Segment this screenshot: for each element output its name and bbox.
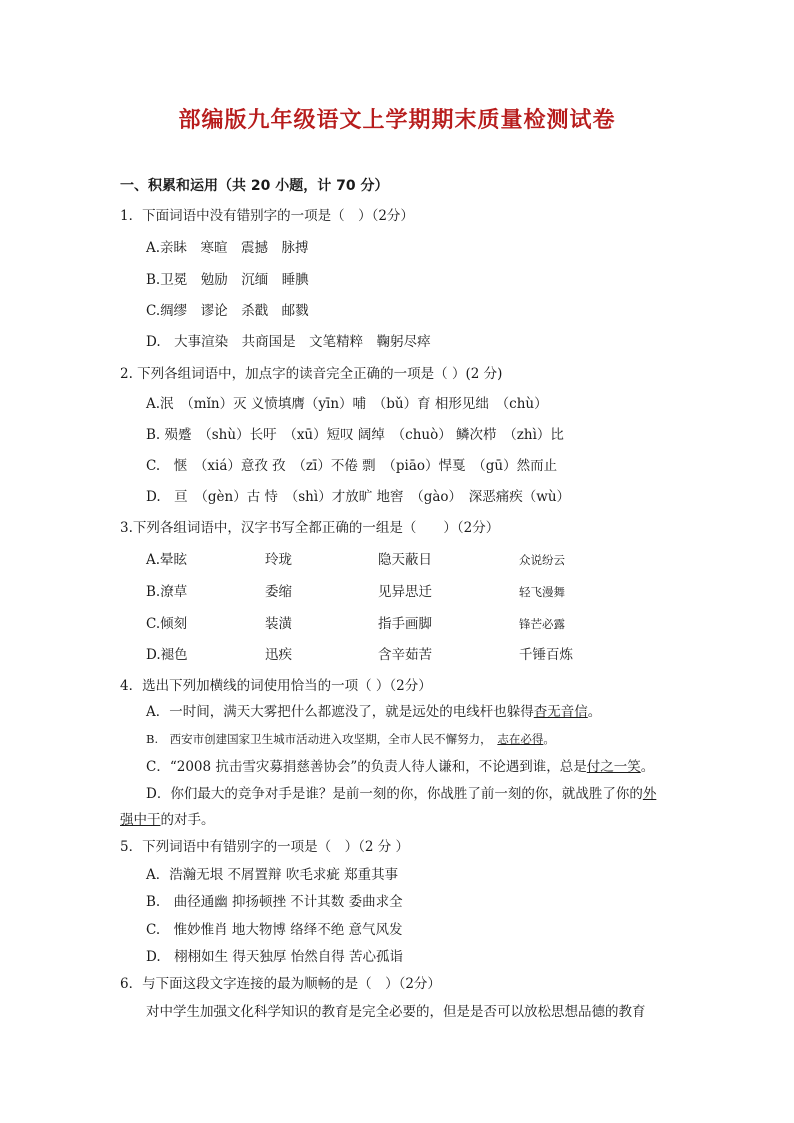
question-3-cell: C.倾刻 xyxy=(146,616,188,632)
question-2-option-c: C. 惬 （xiá）意孜 孜 （zī）不倦 剽 （piāo）悍戛 （gū）然而止 xyxy=(146,458,558,474)
option-text: 。 xyxy=(640,759,655,775)
exam-title: 部编版九年级语文上学期期末质量检测试卷 xyxy=(178,108,616,133)
question-3-cell: 含辛茹苦 xyxy=(378,647,432,663)
section-heading: 一、积累和运用（共 20 小题，计 70 分） xyxy=(120,178,389,194)
question-5-option-d: D. 栩栩如生 得天独厚 怡然自得 苦心孤诣 xyxy=(146,949,404,965)
question-4-option-d-continued xyxy=(120,810,215,830)
underlined-word: 付之一笑 xyxy=(586,759,641,775)
question-3-cell: 玲珑 xyxy=(265,552,292,568)
question-4-option-c xyxy=(146,757,654,777)
question-3-cell: 隐天蔽日 xyxy=(378,552,432,568)
option-text: 。 xyxy=(587,704,602,720)
question-3-cell: 轻飞漫舞 xyxy=(519,585,565,599)
option-text: D．你们最大的竞争对手是谁？是前一刻的你，你战胜了前一刻的你，就战胜了你的 xyxy=(146,786,643,802)
question-3-cell: 指手画脚 xyxy=(378,616,432,632)
option-text: A．一时间，满天大雾把什么都遮没了，就是远处的电线杆也躲得 xyxy=(146,704,534,720)
question-1-option-b: B.卫冕 勉励 沉缅 睡腆 xyxy=(146,272,309,288)
question-6-passage: 对中学生加强文化科学知识的教育是完全必要的，但是是否可以放松思想品德的教育 xyxy=(146,1004,646,1020)
question-2-option-d: D. 亘 （gèn）古 恃 （shì）才放旷 地窖 （gào） 深恶痛疾（wù） xyxy=(146,489,571,505)
question-5-stem: 5．下列词语中有错别字的一项是（ ）（2 分 ） xyxy=(120,839,410,855)
question-3-cell: A.晕眩 xyxy=(146,552,188,568)
question-3-stem: 3.下列各组词语中，汉字书写全都正确的一组是（ ）（2分） xyxy=(120,520,500,536)
question-3-cell: 委缩 xyxy=(265,584,292,600)
question-4-option-b xyxy=(146,729,555,749)
question-4-option-a xyxy=(146,702,601,722)
question-3-cell: 装潢 xyxy=(265,616,292,632)
question-2-option-b: B. 殒蹙 （shù）长吁 （xū）短叹 阔绰 （chuò） 鳞次栉 （zhì）比 xyxy=(146,427,564,443)
underlined-word: 志在必得 xyxy=(497,732,544,746)
question-1-option-c: C.绸缪 谬论 杀戳 邮戮 xyxy=(146,303,309,319)
question-3-cell: 见异思迁 xyxy=(378,584,432,600)
question-3-cell: 众说纷云 xyxy=(519,553,565,567)
question-1-stem: 1．下面词语中没有错别字的一项是（ ）（2分） xyxy=(120,208,414,224)
option-text: C．“2008 抗击雪灾募捐慈善协会”的负责人待人谦和，不论遇到谁，总是 xyxy=(146,759,587,775)
question-3-cell: D.褪色 xyxy=(146,647,188,663)
option-text: B. 西安市创建国家卫生城市活动进入攻坚期，全市人民不懈努力， xyxy=(146,732,498,746)
underlined-word: 强中干 xyxy=(120,812,161,828)
question-2-option-a: A.泯 （mǐn）灭 义愤填膺（yīn）哺 （bǔ）育 相形见绌 （chù） xyxy=(146,396,548,412)
option-text: 的对手。 xyxy=(160,812,215,828)
question-4-stem: 4．选出下列加横线的词使用恰当的一项（ ）（2分） xyxy=(120,678,432,694)
question-5-option-a: A．浩瀚无垠 不屑置辩 吹毛求疵 郑重其事 xyxy=(146,867,399,883)
question-3-cell: 锋芒必露 xyxy=(519,617,565,631)
question-6-stem: 6．与下面这段文字连接的最为顺畅的是（ ）（2分） xyxy=(120,976,441,992)
question-5-option-b: B. 曲径通幽 抑扬顿挫 不计其数 委曲求全 xyxy=(146,894,403,910)
question-3-cell: 千锤百炼 xyxy=(519,647,573,663)
underlined-word: 杳无音信 xyxy=(533,704,588,720)
question-4-option-d xyxy=(146,784,656,804)
question-1-option-a: A.亲眛 寒暄 震撼 脉搏 xyxy=(146,240,309,256)
question-2-stem: 2. 下列各组词语中，加点字的读音完全正确的一项是（ ）(2 分) xyxy=(120,366,503,382)
option-text: 。 xyxy=(543,732,555,746)
underlined-word: 外 xyxy=(642,786,657,802)
question-1-option-d: D. 大事渲染 共商国是 文笔精粹 鞠躬尽瘁 xyxy=(146,334,431,350)
question-5-option-c: C. 惟妙惟肖 地大物博 络绎不绝 意气风发 xyxy=(146,922,403,938)
question-3-cell: B.潦草 xyxy=(146,584,188,600)
question-3-cell: 迅疾 xyxy=(265,647,292,663)
